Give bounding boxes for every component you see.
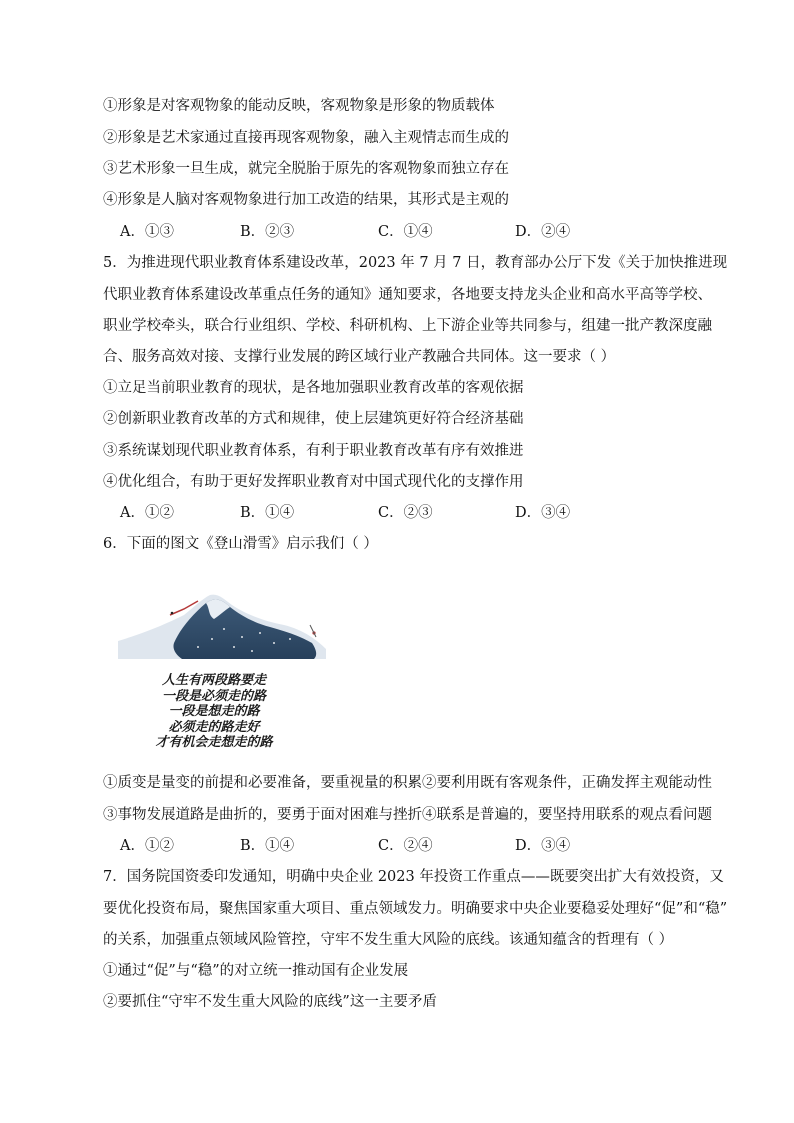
q4-choice-c[interactable]: C．①④ [378, 224, 433, 240]
q5-option-4: ④优化组合，有助于更好发挥职业教育对中国式现代化的支撑作用 [103, 474, 524, 490]
poem-line-4: 必须走的路走好 [168, 719, 260, 735]
poem-line-5: 才有机会走想走的路 [155, 735, 273, 750]
q5-stem-line-4: 合、服务高效对接、支撑行业发展的跨区域行业产教融合共同体。这一要求（ ） [103, 349, 616, 365]
q7-option-2: ②要抓住“守牢不发生重大风险的底线”这一主要矛盾 [103, 994, 437, 1010]
q5-stem-line-1: 5．为推进现代职业教育体系建设改革，2023 年 7 月 7 日，教育部办公厅下发《关于加快推进现 [103, 255, 728, 271]
q5-choice-c[interactable]: C．②③ [378, 505, 433, 521]
q4-choice-b[interactable]: B．②③ [240, 224, 295, 240]
q4-option-2: ②形象是艺术家通过直接再现客观物象，融入主观情志而生成的 [103, 130, 509, 146]
snow-mountain-icon [114, 585, 332, 675]
q5-option-3: ③系统谋划现代职业教育体系，有利于职业教育改革有序有效推进 [103, 443, 524, 459]
poem-line-2: 一段是必须走的路 [161, 688, 266, 704]
q4-option-3: ③艺术形象一旦生成，就完全脱胎于原先的客观物象而独立存在 [103, 161, 509, 177]
q7-option-1: ①通过“促”与“稳”的对立统一推动国有企业发展 [103, 963, 409, 979]
q5-choice-b[interactable]: B．①④ [240, 505, 295, 521]
q6-choice-b[interactable]: B．①④ [240, 838, 295, 854]
q6-choice-c[interactable]: C．②④ [378, 838, 433, 854]
poem-text [114, 673, 314, 751]
q4-choice-a[interactable]: A．①③ [120, 224, 174, 240]
q6-choice-a[interactable]: A．①② [120, 838, 174, 854]
q7-stem-line-3: 的关系，加强重点领域风险管控，守牢不发生重大风险的底线。该通知蕴含的哲理有（ ） [103, 932, 674, 948]
q5-choice-a[interactable]: A．①② [120, 505, 174, 521]
q5-option-2: ②创新职业教育改革的方式和规律，使上层建筑更好符合经济基础 [103, 411, 524, 427]
q7-stem-line-2: 要优化投资布局，聚焦国家重大项目、重点领域发力。明确要求中央企业要稳妥处理好“促”和“稳” [103, 901, 728, 917]
q4-option-1: ①形象是对客观物象的能动反映，客观物象是形象的物质载体 [103, 98, 495, 114]
ski-mountain-illustration [114, 585, 332, 757]
q6-option-3-4: ③事物发展道路是曲折的，要勇于面对困难与挫折④联系是普遍的，要坚持用联系的观点看问题 [103, 807, 712, 823]
q6-stem: 6．下面的图文《登山滑雪》启示我们（ ） [103, 536, 378, 552]
q7-stem-line-1: 7．国务院国资委印发通知，明确中央企业 2023 年投资工作重点——既要突出扩大有效投资，又 [103, 869, 724, 885]
q5-stem-line-3: 职业学校牵头，联合行业组织、学校、科研机构、上下游企业等共同参与，组建一批产教深度融 [103, 318, 712, 334]
q4-choice-d[interactable]: D．②④ [515, 224, 571, 240]
q6-option-1-2: ①质变是量变的前提和必要准备，要重视量的积累②要利用既有客观条件，正确发挥主观能动性 [103, 775, 712, 791]
q4-option-4: ④形象是人脑对客观物象进行加工改造的结果，其形式是主观的 [103, 192, 509, 208]
q5-option-1: ①立足当前职业教育的现状，是各地加强职业教育改革的客观依据 [103, 380, 524, 396]
q5-stem-line-2: 代职业教育体系建设改革重点任务的通知》通知要求，各地要支持龙头企业和高水平高等学校、 [103, 287, 712, 303]
poem-line-1: 人生有两段路要走 [161, 673, 266, 688]
q5-choice-d[interactable]: D．③④ [515, 505, 571, 521]
poem-line-3: 一段是想走的路 [168, 704, 260, 719]
q6-choice-d[interactable]: D．③④ [515, 838, 571, 854]
